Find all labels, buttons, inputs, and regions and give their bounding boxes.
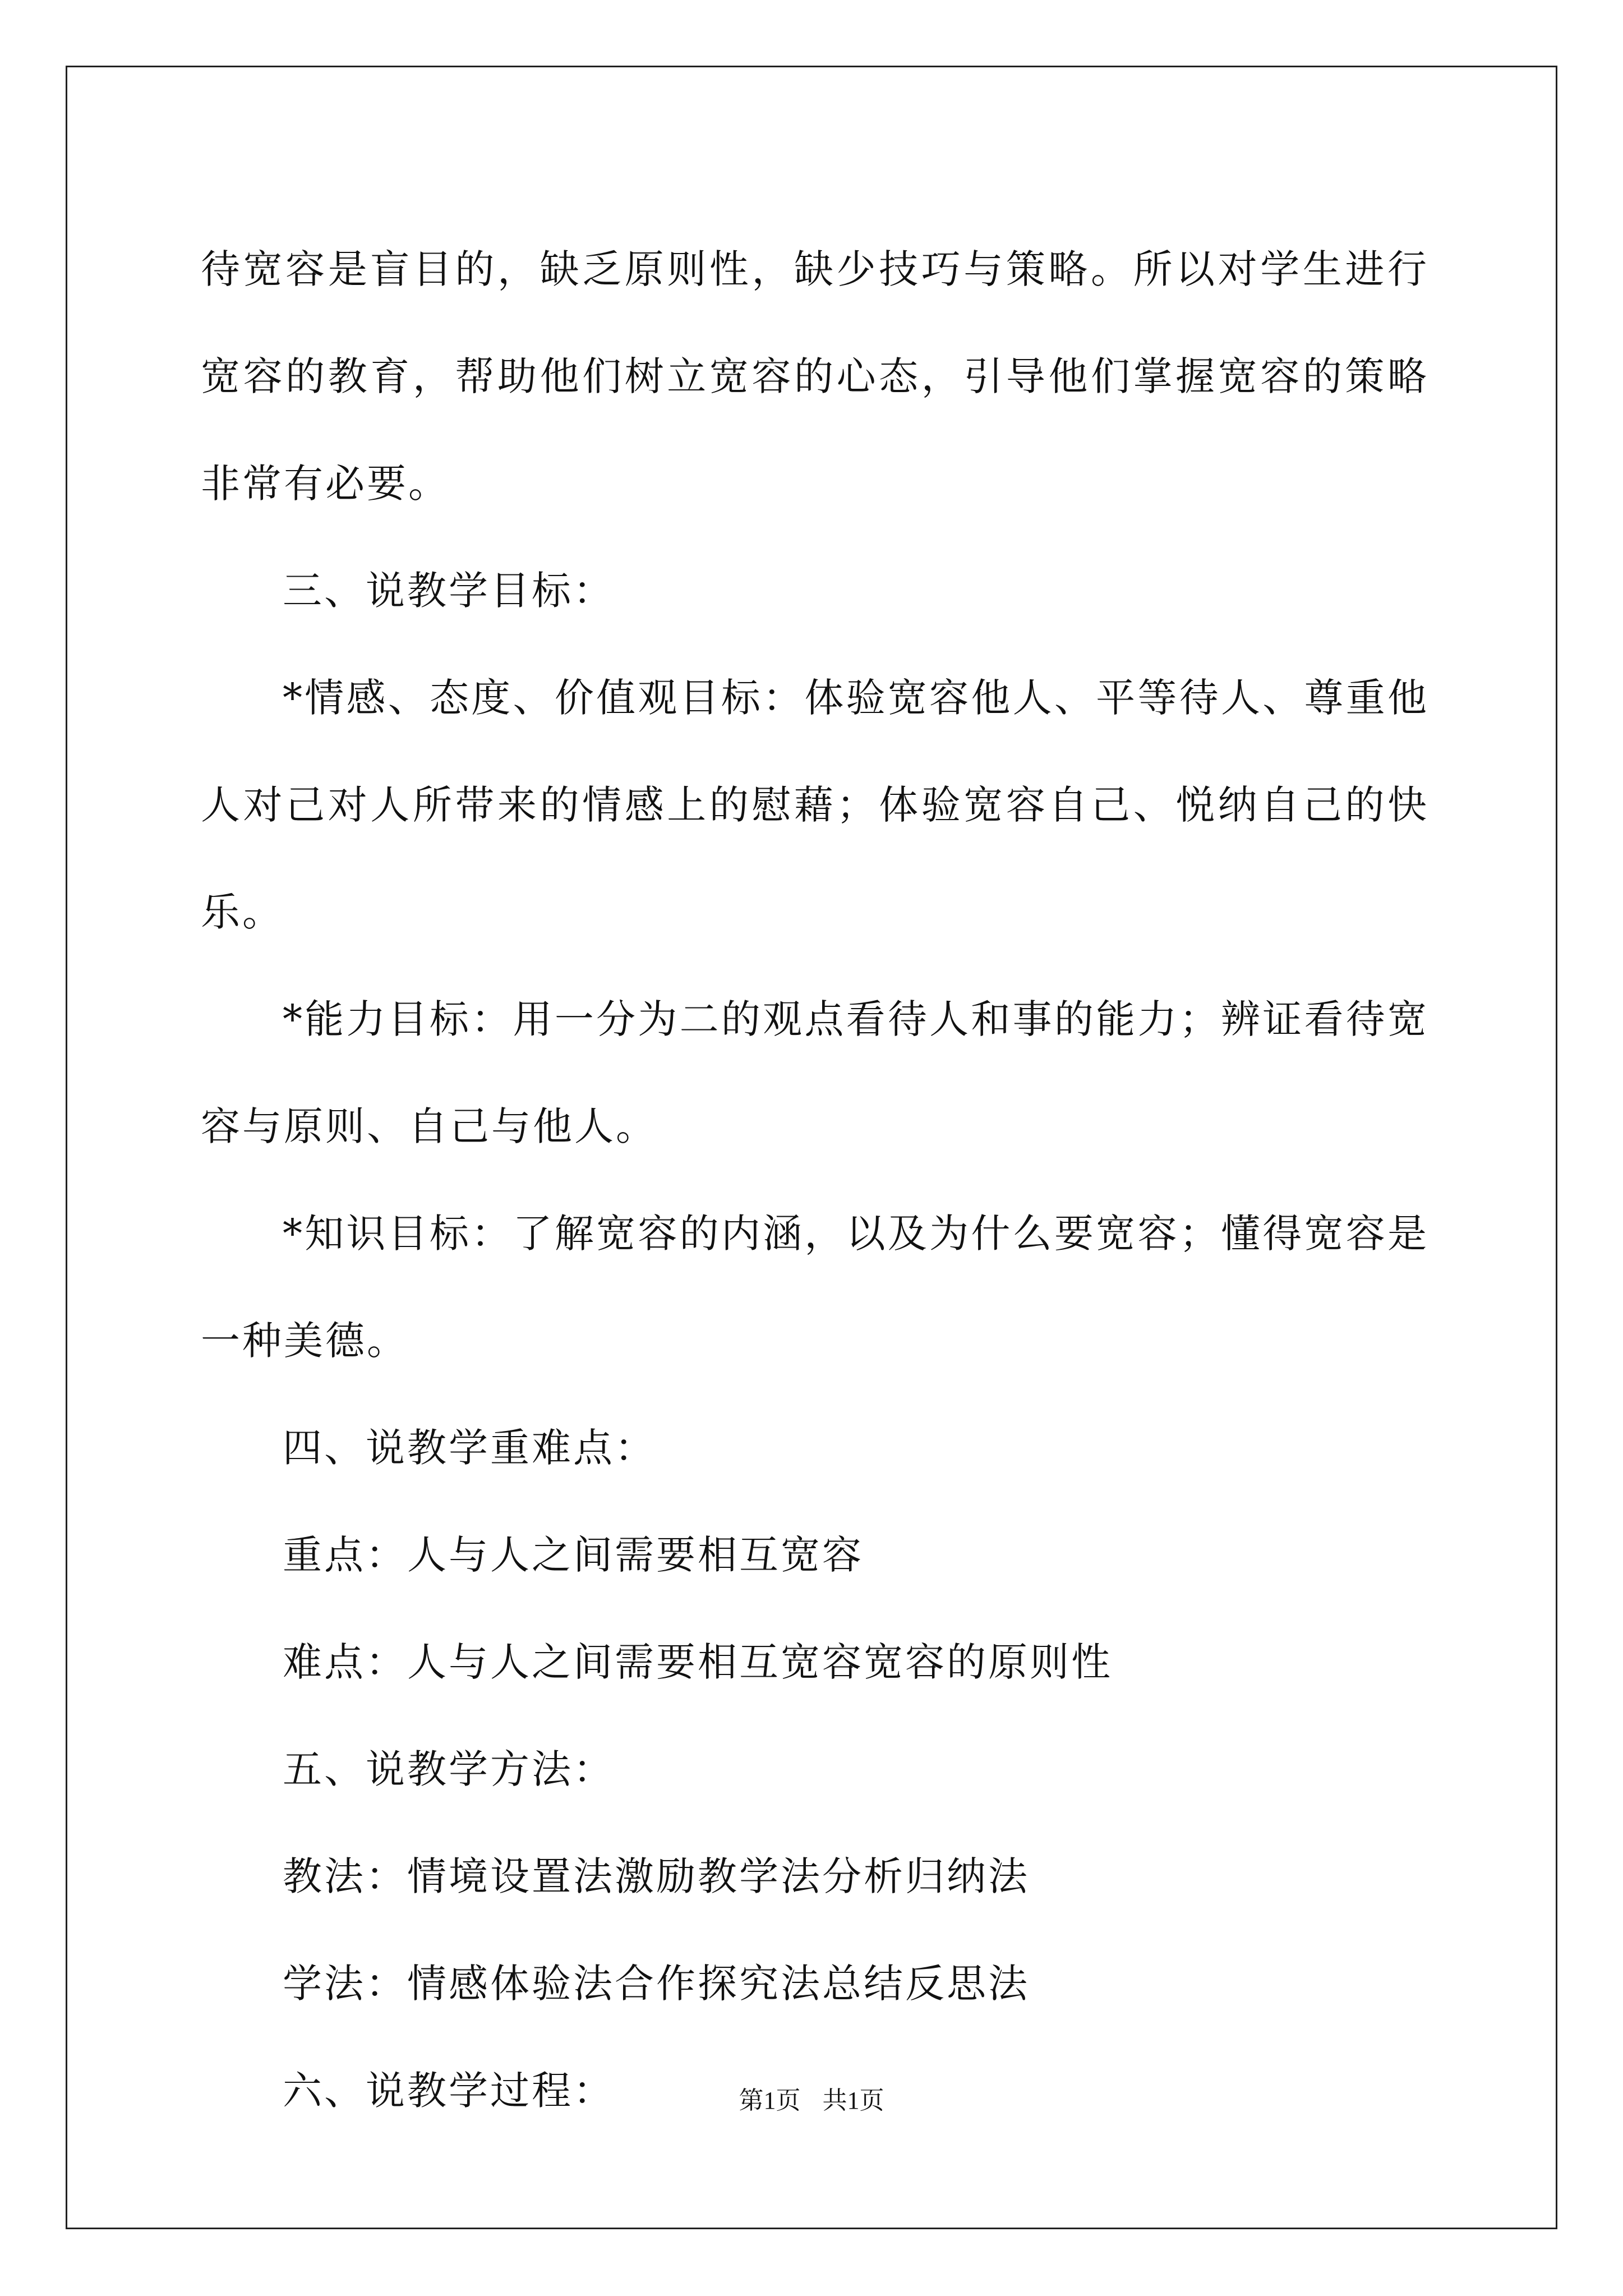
section-heading-teaching-goals: 三、说教学目标： [283, 568, 615, 614]
goal-ability: *能力目标：用一分为二的观点看待人和事的能力；辨证看待宽容与原则、自己与他人。 [201, 996, 1429, 1149]
document-body [201, 216, 1429, 2145]
teaching-method: 教法：情境设置法激励教学法分析归纳法 [283, 1853, 1030, 1899]
page-number-current: 第1页 [739, 2087, 801, 2114]
section-heading-teaching-process: 六、说教学过程： [283, 2068, 615, 2114]
section-heading-teaching-methods: 五、说教学方法： [283, 1746, 615, 1792]
goal-emotion-attitude-values: *情感、态度、价值观目标：体验宽容他人、平等待人、尊重他人对己对人所带来的情感上的慰藉；体验宽容自己、悦纳自己的快乐。 [201, 675, 1429, 935]
goal-knowledge: *知识目标：了解宽容的内涵，以及为什么要宽容；懂得宽容是一种美德。 [201, 1211, 1429, 1364]
section-heading-key-points: 四、说教学重难点： [283, 1425, 656, 1471]
learning-method: 学法：情感体验法合作探究法总结反思法 [283, 1961, 1030, 2007]
difficult-point: 难点：人与人之间需要相互宽容宽容的原则性 [283, 1639, 1113, 1685]
key-point: 重点：人与人之间需要相互宽容 [283, 1532, 864, 1578]
paragraph-continuation: 待宽容是盲目的，缺乏原则性，缺少技巧与策略。所以对学生进行宽容的教育，帮助他们树立宽容的心态，引导他们掌握宽容的策略非常有必要。 [201, 246, 1429, 507]
page-number-total: 共1页 [822, 2087, 884, 2114]
page-footer [0, 2080, 1623, 2116]
